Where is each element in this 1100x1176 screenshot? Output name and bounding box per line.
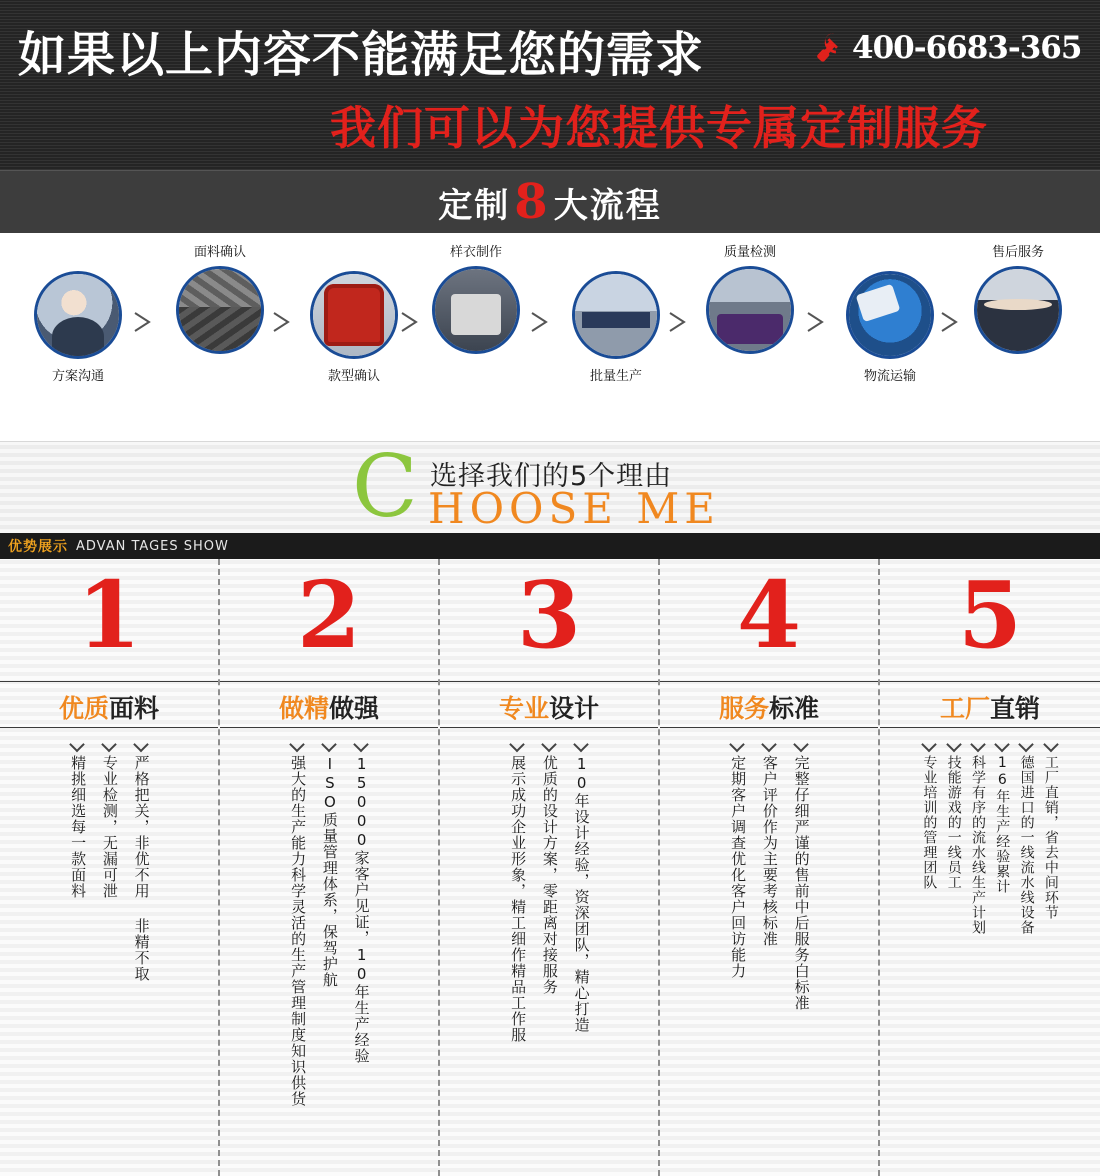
reason-column-1 [0, 559, 220, 1176]
flow-arrow-icon [940, 311, 966, 333]
flow-arrow-icon [272, 311, 298, 333]
hotline-number: 400-6683-365 [852, 30, 1082, 66]
top-banner [0, 0, 1100, 170]
reason-title-rest: 做强 [329, 694, 380, 723]
reason-number-1: 1 [76, 561, 141, 669]
reason-title-3 [440, 689, 658, 725]
process-step-5 [560, 271, 672, 384]
flow-arrow-icon [668, 311, 694, 333]
reason-number-3: 3 [516, 561, 581, 669]
reason-title-4 [660, 689, 878, 725]
reason-title-highlight: 工厂 [939, 694, 990, 723]
reason-item: 强大的生产能力科学灵活的生产管理制度知识供货 [286, 739, 308, 1169]
reason-title-rest: 直销 [990, 694, 1041, 723]
flow-arrow-icon [530, 311, 556, 333]
reason-number-4: 4 [736, 561, 801, 669]
process-step-image-7 [846, 271, 934, 359]
reason-item: 工厂直销，省去中间环节 [1041, 739, 1061, 1169]
process-title-suffix: 大流程 [553, 185, 662, 226]
reason-title-highlight: 做精 [278, 694, 329, 723]
reason-number-2: 2 [296, 561, 361, 669]
advantage-bar-label-cn: 优势展示 [8, 539, 68, 555]
reason-title-highlight: 服务 [718, 694, 769, 723]
reason-item: 10年设计经验，资深团队，精心打造 [570, 739, 592, 1169]
process-step-label-4: 样衣制作 [449, 245, 502, 260]
reason-item: 16年生产经验累计 [992, 739, 1012, 1169]
reason-title-rest: 面料 [109, 694, 160, 723]
process-step-image-1 [34, 271, 122, 359]
process-step-7 [834, 271, 946, 384]
process-step-label-7: 物流运输 [863, 369, 916, 384]
banner-headline-2: 我们可以为您提供专属定制服务 [330, 101, 988, 155]
reason-item: 客户评价作为主要考核标准 [758, 739, 780, 1169]
reason-items-3 [440, 739, 658, 1169]
reason-item: 展示成功企业形象，精工细作精品工作服 [506, 739, 528, 1169]
reason-item: 专业培训的管理团队 [919, 739, 939, 1169]
process-title-number: 8 [514, 174, 550, 230]
divider [0, 727, 218, 728]
process-step-1 [22, 271, 134, 384]
choose-subtitle-cn: 选择我们的5个理由 [430, 461, 673, 492]
reason-item: 技能游戏的一线员工 [943, 739, 963, 1169]
process-step-label-8: 售后服务 [991, 245, 1044, 260]
reason-title-highlight: 专业 [498, 694, 549, 723]
divider [660, 681, 878, 682]
reason-item: 15000家客户见证，10年生产经验 [350, 739, 372, 1169]
process-flow [0, 233, 1100, 441]
reason-items-2 [220, 739, 438, 1169]
process-step-2 [164, 241, 276, 354]
divider [0, 681, 218, 682]
reason-title-rest: 标准 [769, 694, 820, 723]
divider [220, 681, 438, 682]
divider [440, 681, 658, 682]
process-step-3 [298, 271, 410, 384]
divider [880, 681, 1100, 682]
process-step-label-3: 款型确认 [327, 369, 380, 384]
reason-item: 严格把关，非优不用 非精不取 [130, 739, 152, 1169]
reason-column-2 [220, 559, 440, 1176]
reasons-grid [0, 559, 1100, 1176]
reason-item: 德国进口的一线流水线设备 [1016, 739, 1036, 1169]
reason-title-2 [220, 689, 438, 725]
reason-item: 完整仔细严谨的售前中后服务白标准 [790, 739, 812, 1169]
reason-title-rest: 设计 [549, 694, 600, 723]
choose-title-en: HOOSE ME [428, 484, 720, 533]
divider [220, 727, 438, 728]
process-title-prefix: 定制 [438, 185, 511, 226]
process-step-label-2: 面料确认 [193, 245, 246, 260]
reason-item: 精挑细选每一款面料 [66, 739, 88, 1169]
process-step-image-6 [706, 266, 794, 354]
reason-item: 定期客户调查优化客户回访能力 [726, 739, 748, 1169]
reason-items-1 [0, 739, 218, 1169]
flow-arrow-icon [133, 311, 159, 333]
reason-column-4 [660, 559, 880, 1176]
flow-arrow-icon [400, 311, 426, 333]
process-step-image-5 [572, 271, 660, 359]
reason-title-highlight: 优质 [58, 694, 109, 723]
banner-headline-1: 如果以上内容不能满足您的需求 [18, 27, 705, 83]
process-step-image-3 [310, 271, 398, 359]
divider [440, 727, 658, 728]
process-step-image-2 [176, 266, 264, 354]
process-step-4 [420, 241, 532, 354]
reason-item: 专业检测，无漏可泄 [98, 739, 120, 1169]
reason-items-4 [660, 739, 878, 1169]
choose-letter-c: C [352, 441, 418, 533]
flow-arrow-icon [806, 311, 832, 333]
advantage-bar [0, 533, 1100, 559]
process-step-label-5: 批量生产 [589, 369, 642, 384]
reason-items-5 [880, 739, 1100, 1169]
process-title [438, 174, 662, 230]
process-step-image-8 [974, 266, 1062, 354]
reason-column-3 [440, 559, 660, 1176]
advantage-bar-label-en: ADVAN TAGES SHOW [76, 538, 229, 554]
reason-column-5 [880, 559, 1100, 1176]
process-step-image-4 [432, 266, 520, 354]
process-step-6 [694, 241, 806, 354]
reason-item: ISO质量管理体系，保驾护航 [318, 739, 340, 1169]
choose-me-header [0, 441, 1100, 533]
reason-number-5: 5 [957, 561, 1022, 669]
phone-icon [812, 31, 846, 65]
reason-item: 科学有序的流水线生产计划 [968, 739, 988, 1169]
reason-item: 优质的设计方案，零距离对接服务 [538, 739, 560, 1169]
divider [660, 727, 878, 728]
process-step-8 [962, 241, 1074, 354]
reason-title-1 [0, 689, 218, 725]
process-title-bar [0, 170, 1100, 233]
process-step-label-1: 方案沟通 [51, 369, 104, 384]
reason-title-5 [880, 689, 1100, 725]
hotline [812, 30, 1081, 66]
process-step-label-6: 质量检测 [723, 245, 776, 260]
divider [880, 727, 1100, 728]
